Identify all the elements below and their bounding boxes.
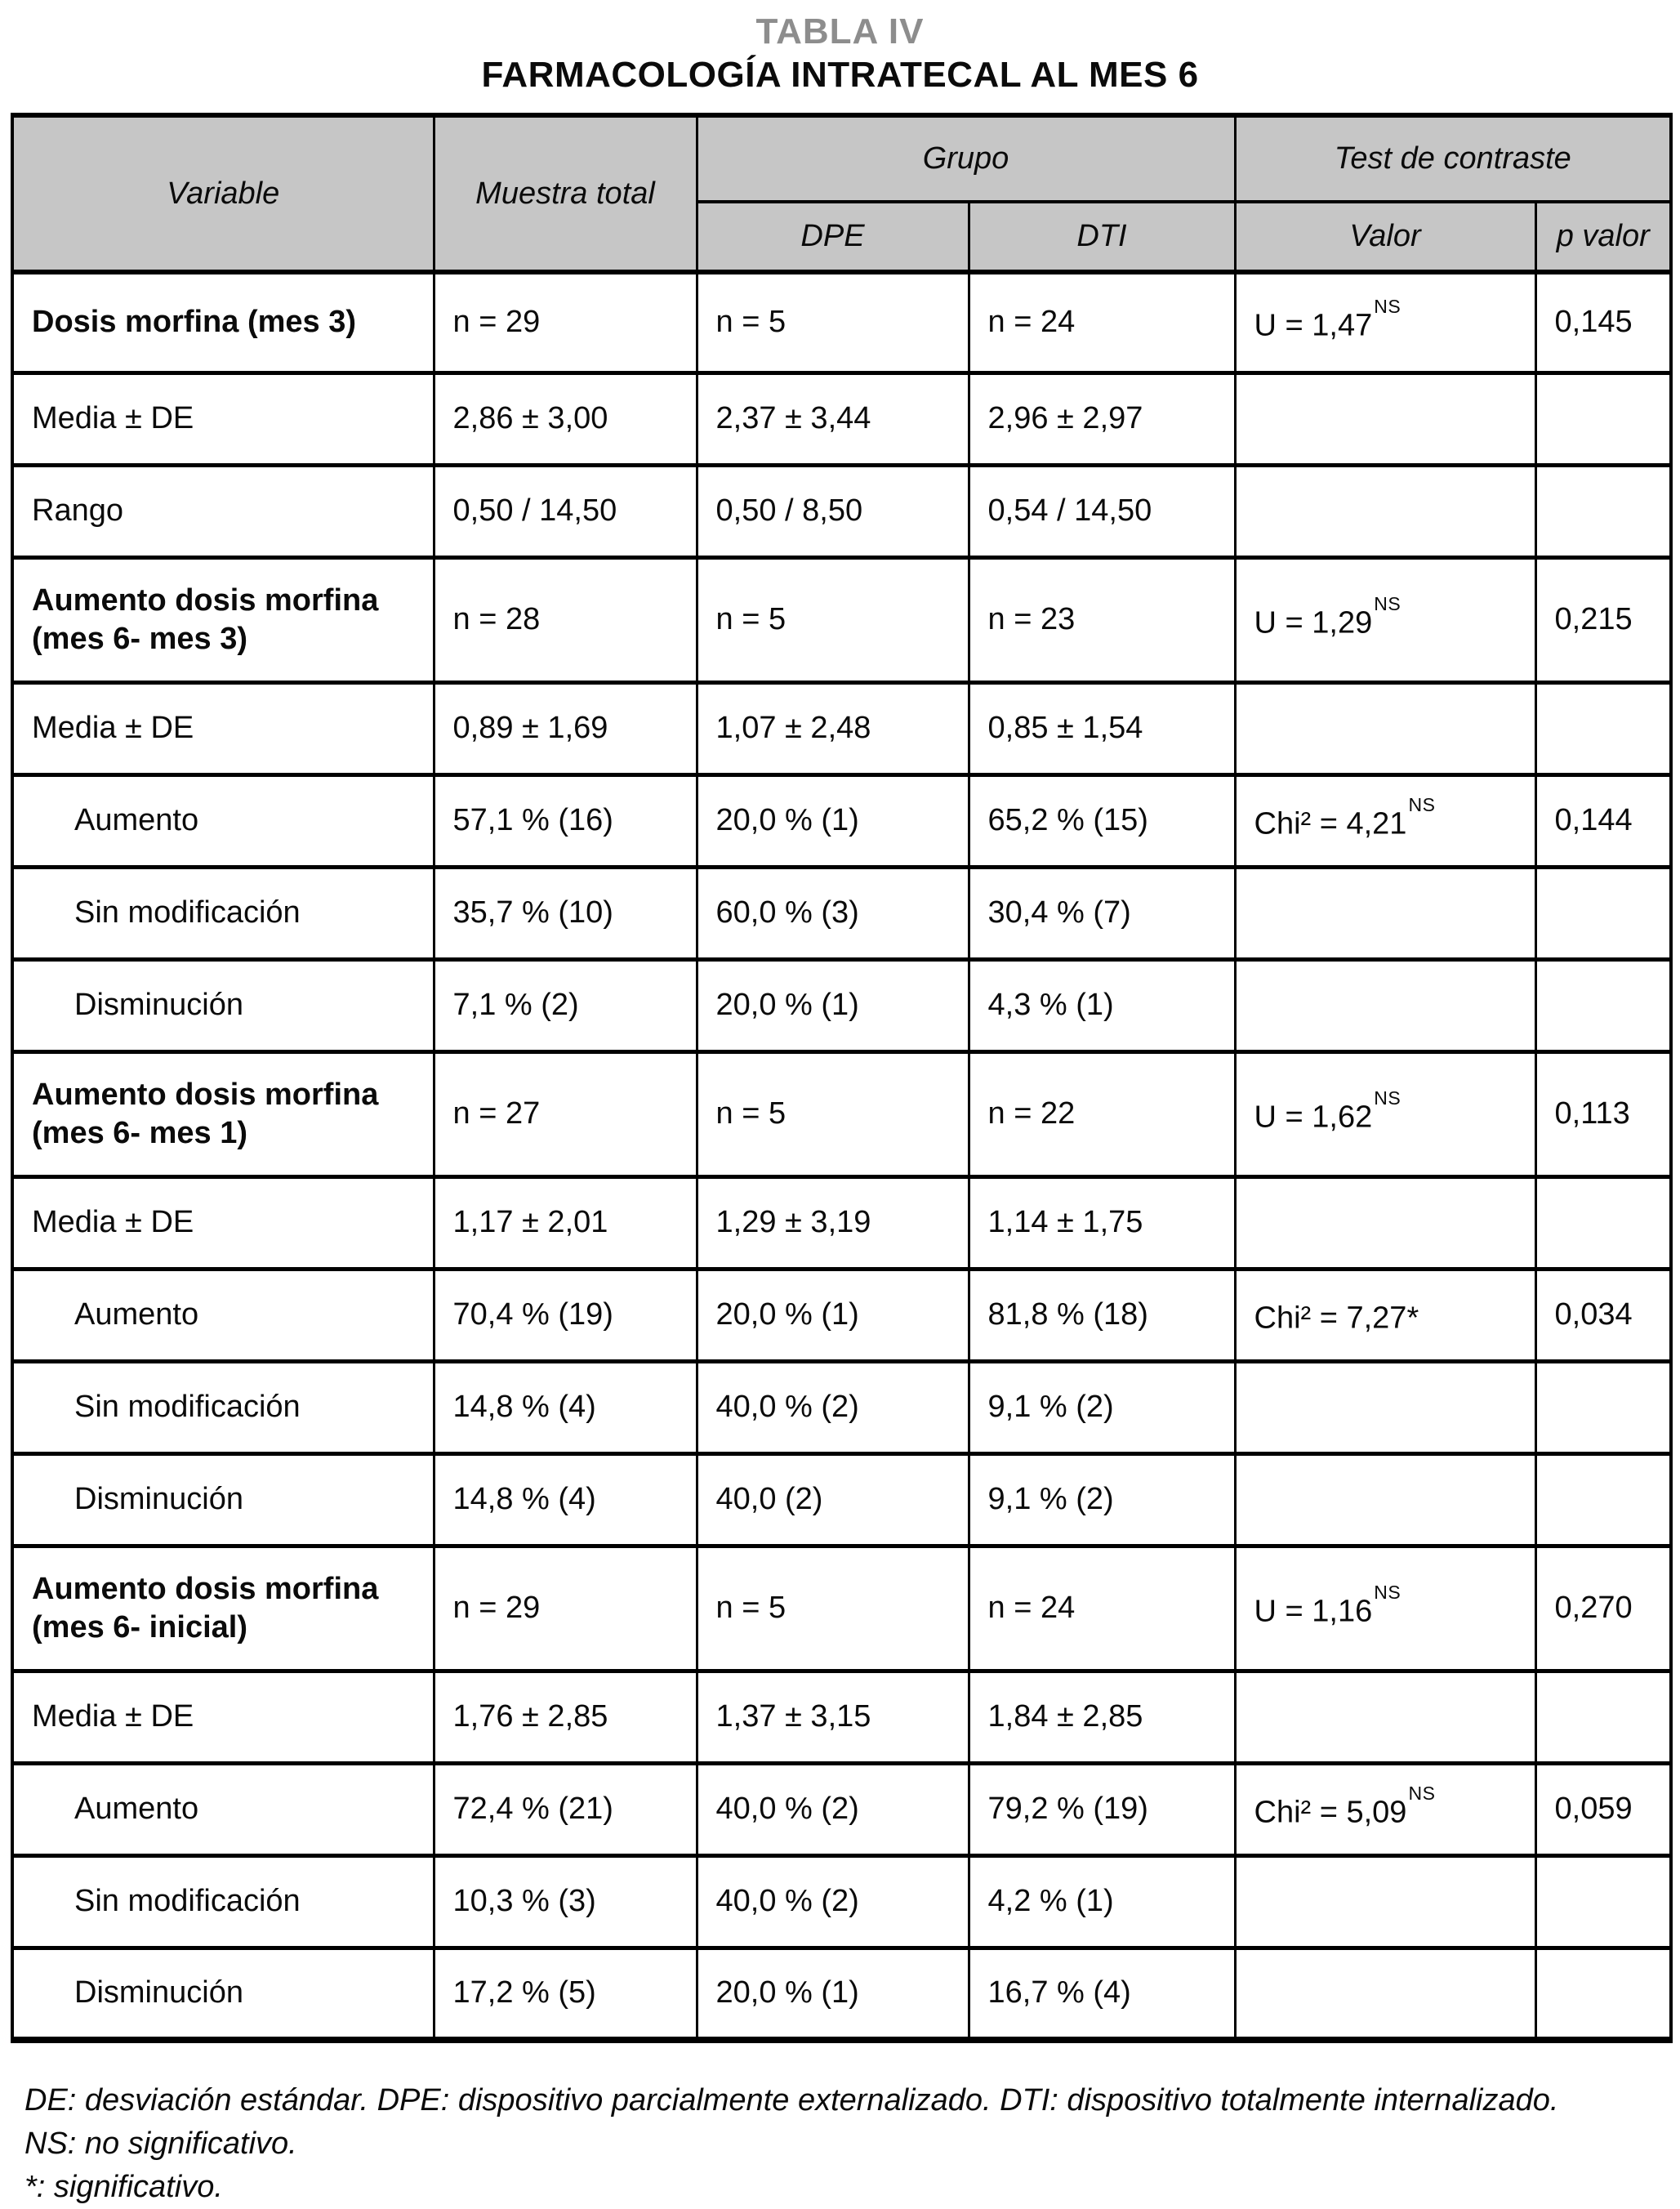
muestra-total-value: n = 27 <box>452 1096 541 1131</box>
muestra-total-value: 72,4 % (21) <box>452 1792 613 1826</box>
cell-p-valor <box>1535 1546 1671 1671</box>
cell-dti <box>969 1361 1235 1453</box>
dpe-value: 2,37 ± 3,44 <box>715 401 871 435</box>
cell-p-valor <box>1535 1453 1671 1546</box>
row-label: Disminución <box>74 1975 243 2010</box>
cell-muestra-total <box>434 959 697 1051</box>
dpe-value: 20,0 % (1) <box>715 1297 859 1332</box>
dpe-value: 20,0 % (1) <box>715 988 859 1022</box>
cell-test-valor <box>1235 1546 1535 1671</box>
cell-dpe <box>697 774 969 867</box>
footnote-significant: *: significativo. <box>25 2170 223 2204</box>
cell-muestra-total <box>434 1948 697 2040</box>
superscript-marker: NS <box>1374 593 1401 615</box>
cell-muestra-total <box>434 1361 697 1453</box>
test-statistic-value: Chi² = 7,27* <box>1254 1301 1419 1336</box>
dti-value: 81,8 % (18) <box>987 1297 1148 1332</box>
test-statistic-value: U = 1,16 <box>1254 1594 1373 1629</box>
cell-p-valor <box>1535 465 1671 557</box>
cell-dti <box>969 1948 1235 2040</box>
table-row <box>12 959 1671 1051</box>
cell-test-valor <box>1235 1176 1535 1269</box>
cell-p-valor <box>1535 1948 1671 2040</box>
cell-variable <box>12 1855 434 1948</box>
muestra-total-value: 17,2 % (5) <box>452 1975 596 2010</box>
cell-p-valor <box>1535 1361 1671 1453</box>
test-statistic-value: Chi² = 4,21 <box>1254 806 1407 841</box>
dti-value: n = 24 <box>987 1591 1076 1625</box>
col-header-test-de-contraste: Test de contraste <box>1235 115 1671 202</box>
cell-variable <box>12 373 434 465</box>
table-body <box>12 272 1671 2040</box>
table-row <box>12 272 1671 373</box>
row-label-line2: (mes 6- mes 1) <box>32 1115 248 1150</box>
cell-test-valor <box>1235 1671 1535 1763</box>
dpe-value: 20,0 % (1) <box>715 1975 859 2010</box>
cell-muestra-total <box>434 1453 697 1546</box>
dpe-value: 40,0 (2) <box>715 1482 823 1516</box>
table-row <box>12 557 1671 682</box>
cell-muestra-total <box>434 774 697 867</box>
cell-dpe <box>697 1176 969 1269</box>
row-label: Dosis morfina (mes 3) <box>32 305 356 340</box>
muestra-total-value: 0,50 / 14,50 <box>452 493 617 528</box>
table-row <box>12 465 1671 557</box>
cell-test-valor <box>1235 1763 1535 1855</box>
test-statistic-value: U = 1,47 <box>1254 309 1373 344</box>
row-label: Aumento <box>74 803 199 837</box>
cell-test-valor <box>1235 959 1535 1051</box>
col-header-p-valor: p valor <box>1535 202 1671 272</box>
cell-variable <box>12 465 434 557</box>
superscript-marker: NS <box>1408 794 1436 816</box>
table-row <box>12 1176 1671 1269</box>
dpe-value: n = 5 <box>715 305 787 340</box>
row-label-line2: (mes 6- inicial) <box>32 1609 247 1644</box>
dti-value: 0,54 / 14,50 <box>987 493 1152 528</box>
cell-variable <box>12 1546 434 1671</box>
test-statistic-value: U = 1,29 <box>1254 605 1373 640</box>
cell-p-valor <box>1535 1763 1671 1855</box>
cell-dpe <box>697 867 969 959</box>
cell-dpe <box>697 272 969 373</box>
table-row <box>12 373 1671 465</box>
cell-p-valor <box>1535 867 1671 959</box>
cell-dpe <box>697 1361 969 1453</box>
cell-dti <box>969 1855 1235 1948</box>
cell-test-valor <box>1235 1361 1535 1453</box>
row-label: Media ± DE <box>32 401 194 435</box>
cell-test-valor <box>1235 1269 1535 1361</box>
footnote-abbreviations: DE: desviación estándar. DPE: dispositivo parcialmente externalizado. DTI: dispositivo totalmente internalizado. <box>25 2083 1559 2118</box>
dti-value: 79,2 % (19) <box>987 1792 1148 1826</box>
pharmacology-table <box>11 113 1673 2043</box>
table-row <box>12 1051 1671 1176</box>
cell-muestra-total <box>434 1051 697 1176</box>
cell-dpe <box>697 1948 969 2040</box>
table-header <box>12 115 1671 272</box>
cell-test-valor <box>1235 682 1535 774</box>
dpe-value: 1,07 ± 2,48 <box>715 711 871 745</box>
cell-dti <box>969 774 1235 867</box>
cell-dpe <box>697 1051 969 1176</box>
cell-dti <box>969 557 1235 682</box>
table-number-title: TABLA IV <box>755 11 925 51</box>
table-row <box>12 1948 1671 2040</box>
superscript-marker: NS <box>1374 1582 1401 1604</box>
cell-variable <box>12 1453 434 1546</box>
table-row <box>12 1453 1671 1546</box>
row-label-line2: (mes 6- mes 3) <box>32 621 248 656</box>
cell-variable <box>12 1051 434 1176</box>
muestra-total-value: 14,8 % (4) <box>452 1482 596 1516</box>
dti-value: 4,3 % (1) <box>987 988 1114 1022</box>
cell-dti <box>969 465 1235 557</box>
row-label: Aumento <box>74 1792 199 1826</box>
col-header-valor: Valor <box>1235 202 1535 272</box>
cell-muestra-total <box>434 1546 697 1671</box>
col-header-variable: Variable <box>12 115 434 272</box>
dti-value: 9,1 % (2) <box>987 1390 1114 1424</box>
table-row <box>12 1546 1671 1671</box>
table-row <box>12 1763 1671 1855</box>
col-header-dti: DTI <box>969 202 1235 272</box>
col-header-grupo: Grupo <box>697 115 1235 202</box>
p-value: 0,270 <box>1554 1591 1633 1625</box>
cell-muestra-total <box>434 373 697 465</box>
cell-dti <box>969 1671 1235 1763</box>
cell-p-valor <box>1535 774 1671 867</box>
row-label: Media ± DE <box>32 1205 194 1239</box>
dti-value: 30,4 % (7) <box>987 895 1131 930</box>
cell-muestra-total <box>434 1269 697 1361</box>
p-value: 0,145 <box>1554 305 1633 340</box>
cell-dpe <box>697 1855 969 1948</box>
dpe-value: n = 5 <box>715 602 787 636</box>
col-header-muestra-total: Muestra total <box>434 115 697 272</box>
cell-variable <box>12 682 434 774</box>
dti-value: 4,2 % (1) <box>987 1884 1114 1918</box>
dpe-value: 1,37 ± 3,15 <box>715 1699 871 1734</box>
table-row <box>12 682 1671 774</box>
cell-test-valor <box>1235 272 1535 373</box>
cell-dpe <box>697 682 969 774</box>
muestra-total-value: 14,8 % (4) <box>452 1390 596 1424</box>
dti-value: n = 24 <box>987 305 1076 340</box>
cell-variable <box>12 867 434 959</box>
superscript-marker: NS <box>1408 1783 1436 1805</box>
p-value: 0,034 <box>1554 1297 1633 1332</box>
cell-variable <box>12 1269 434 1361</box>
cell-dti <box>969 867 1235 959</box>
cell-muestra-total <box>434 682 697 774</box>
cell-dti <box>969 1763 1235 1855</box>
cell-dpe <box>697 373 969 465</box>
cell-dti <box>969 1269 1235 1361</box>
cell-test-valor <box>1235 1948 1535 2040</box>
p-value: 0,215 <box>1554 602 1633 636</box>
cell-muestra-total <box>434 867 697 959</box>
muestra-total-value: 2,86 ± 3,00 <box>452 401 608 435</box>
cell-variable <box>12 1176 434 1269</box>
cell-p-valor <box>1535 682 1671 774</box>
muestra-total-value: 70,4 % (19) <box>452 1297 613 1332</box>
dti-value: 1,84 ± 2,85 <box>987 1699 1143 1734</box>
row-label: Sin modificación <box>74 1884 301 1918</box>
test-statistic-value: U = 1,62 <box>1254 1100 1373 1135</box>
table-row <box>12 1361 1671 1453</box>
table-row <box>12 1269 1671 1361</box>
footnotes <box>25 2079 1667 2209</box>
row-label: Media ± DE <box>32 711 194 745</box>
dti-value: n = 23 <box>987 602 1076 636</box>
dpe-value: n = 5 <box>715 1096 787 1131</box>
cell-muestra-total <box>434 1176 697 1269</box>
dti-value: 65,2 % (15) <box>987 803 1148 837</box>
cell-p-valor <box>1535 1671 1671 1763</box>
dti-value: 16,7 % (4) <box>987 1975 1131 2010</box>
row-label: Sin modificación <box>74 895 301 930</box>
dpe-value: 40,0 % (2) <box>715 1390 859 1424</box>
cell-dti <box>969 959 1235 1051</box>
muestra-total-value: n = 29 <box>452 1591 541 1625</box>
cell-variable <box>12 1361 434 1453</box>
row-label: Disminución <box>74 1482 243 1516</box>
table-row <box>12 867 1671 959</box>
muestra-total-value: 57,1 % (16) <box>452 803 613 837</box>
muestra-total-value: n = 29 <box>452 305 541 340</box>
dpe-value: 60,0 % (3) <box>715 895 859 930</box>
dti-value: 9,1 % (2) <box>987 1482 1114 1516</box>
superscript-marker: NS <box>1374 1087 1401 1109</box>
cell-dpe <box>697 557 969 682</box>
cell-dti <box>969 682 1235 774</box>
cell-dpe <box>697 1269 969 1361</box>
muestra-total-value: 1,76 ± 2,85 <box>452 1699 608 1734</box>
cell-p-valor <box>1535 1855 1671 1948</box>
table-row <box>12 1671 1671 1763</box>
dpe-value: 0,50 / 8,50 <box>715 493 863 528</box>
table-row <box>12 1855 1671 1948</box>
row-label: Rango <box>32 493 123 528</box>
cell-muestra-total <box>434 465 697 557</box>
cell-muestra-total <box>434 1671 697 1763</box>
cell-p-valor <box>1535 272 1671 373</box>
cell-dpe <box>697 959 969 1051</box>
header-row-top <box>12 115 1671 202</box>
cell-dti <box>969 1453 1235 1546</box>
footnote-ns: NS: no significativo. <box>25 2126 297 2161</box>
p-value: 0,059 <box>1554 1792 1633 1826</box>
row-label: Media ± DE <box>32 1699 194 1734</box>
dpe-value: 40,0 % (2) <box>715 1884 859 1918</box>
muestra-total-value: 0,89 ± 1,69 <box>452 711 608 745</box>
row-label: Aumento dosis morfina <box>32 1571 379 1606</box>
cell-dti <box>969 373 1235 465</box>
test-statistic-value: Chi² = 5,09 <box>1254 1795 1407 1830</box>
cell-variable <box>12 1948 434 2040</box>
muestra-total-value: n = 28 <box>452 602 541 636</box>
row-label: Aumento <box>74 1297 199 1332</box>
cell-dti <box>969 1176 1235 1269</box>
dti-value: 2,96 ± 2,97 <box>987 401 1143 435</box>
cell-dti <box>969 1546 1235 1671</box>
cell-test-valor <box>1235 557 1535 682</box>
row-label: Aumento dosis morfina <box>32 1077 379 1112</box>
cell-dti <box>969 1051 1235 1176</box>
title-block <box>0 0 1680 96</box>
cell-p-valor <box>1535 959 1671 1051</box>
cell-variable <box>12 272 434 373</box>
cell-test-valor <box>1235 774 1535 867</box>
cell-muestra-total <box>434 1763 697 1855</box>
cell-p-valor <box>1535 557 1671 682</box>
dpe-value: 20,0 % (1) <box>715 803 859 837</box>
dti-value: n = 22 <box>987 1096 1076 1131</box>
dpe-value: n = 5 <box>715 1591 787 1625</box>
table-subtitle: FARMACOLOGÍA INTRATECAL AL MES 6 <box>481 55 1199 95</box>
cell-test-valor <box>1235 867 1535 959</box>
p-value: 0,113 <box>1554 1096 1630 1131</box>
cell-test-valor <box>1235 1855 1535 1948</box>
table-row <box>12 774 1671 867</box>
cell-dti <box>969 272 1235 373</box>
muestra-total-value: 1,17 ± 2,01 <box>452 1205 608 1239</box>
cell-p-valor <box>1535 1269 1671 1361</box>
dpe-value: 40,0 % (2) <box>715 1792 859 1826</box>
row-label: Sin modificación <box>74 1390 301 1424</box>
cell-variable <box>12 557 434 682</box>
muestra-total-value: 35,7 % (10) <box>452 895 613 930</box>
cell-test-valor <box>1235 1453 1535 1546</box>
col-header-dpe: DPE <box>697 202 969 272</box>
cell-p-valor <box>1535 373 1671 465</box>
row-label: Disminución <box>74 988 243 1022</box>
cell-variable <box>12 774 434 867</box>
superscript-marker: NS <box>1374 296 1401 318</box>
p-value: 0,144 <box>1554 803 1633 837</box>
dti-value: 0,85 ± 1,54 <box>987 711 1143 745</box>
cell-dpe <box>697 1546 969 1671</box>
cell-dpe <box>697 1453 969 1546</box>
muestra-total-value: 10,3 % (3) <box>452 1884 596 1918</box>
cell-test-valor <box>1235 1051 1535 1176</box>
cell-test-valor <box>1235 465 1535 557</box>
dpe-value: 1,29 ± 3,19 <box>715 1205 871 1239</box>
row-label: Aumento dosis morfina <box>32 582 379 618</box>
muestra-total-value: 7,1 % (2) <box>452 988 579 1022</box>
cell-muestra-total <box>434 272 697 373</box>
cell-dpe <box>697 1763 969 1855</box>
cell-test-valor <box>1235 373 1535 465</box>
cell-muestra-total <box>434 1855 697 1948</box>
cell-variable <box>12 1671 434 1763</box>
cell-dpe <box>697 1671 969 1763</box>
cell-variable <box>12 959 434 1051</box>
cell-p-valor <box>1535 1051 1671 1176</box>
cell-dpe <box>697 465 969 557</box>
dti-value: 1,14 ± 1,75 <box>987 1205 1143 1239</box>
cell-variable <box>12 1763 434 1855</box>
cell-p-valor <box>1535 1176 1671 1269</box>
cell-muestra-total <box>434 557 697 682</box>
